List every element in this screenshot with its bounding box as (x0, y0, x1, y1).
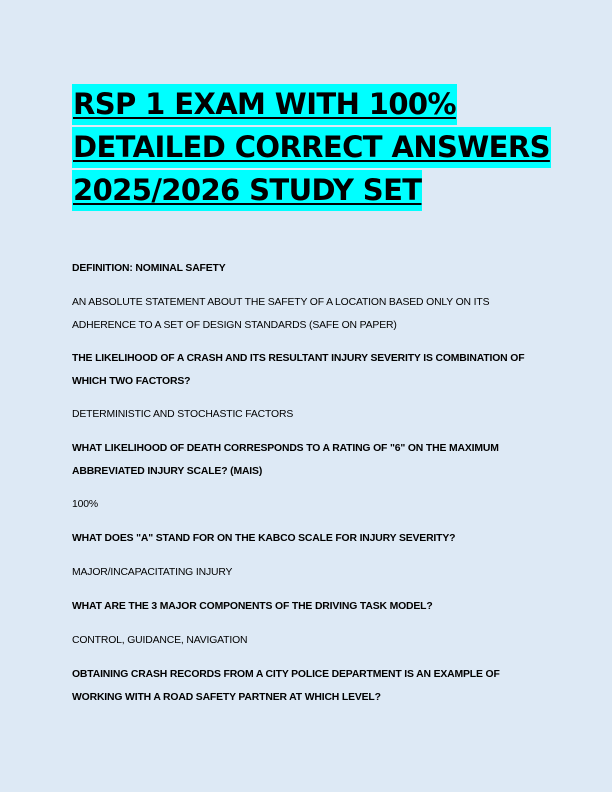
answer-text: 100% (72, 499, 98, 510)
answer-text: AN ABSOLUTE STATEMENT ABOUT THE SAFETY OF A LOCATION BASED ONLY ON ITS ADHERENCE TO A SET OF DESIGN STANDARDS (SAFE ON PAPER) (72, 297, 490, 331)
question-text: WHAT DOES "A" STAND FOR ON THE KABCO SCALE FOR INJURY SEVERITY? (72, 533, 456, 544)
title-line: DETAILED CORRECT ANSWERS (72, 127, 551, 168)
question-text: WHAT ARE THE 3 MAJOR COMPONENTS OF THE DRIVING TASK MODEL? (72, 601, 433, 612)
title-line: RSP 1 EXAM WITH 100% (72, 84, 457, 125)
title-line: 2025/2026 STUDY SET (72, 170, 422, 211)
question-text: OBTAINING CRASH RECORDS FROM A CITY POLICE DEPARTMENT IS AN EXAMPLE OF WORKING WITH A ROAD SAFETY PARTNER AT WHICH LEVEL? (72, 669, 500, 703)
answer-text: DETERMINISTIC AND STOCHASTIC FACTORS (72, 409, 294, 420)
question-text: DEFINITION: NOMINAL SAFETY (72, 263, 226, 274)
question-text: THE LIKELIHOOD OF A CRASH AND ITS RESULTANT INJURY SEVERITY IS COMBINATION OF WHICH TWO FACTORS? (72, 353, 525, 387)
answer-text: MAJOR/INCAPACITATING INJURY (72, 567, 233, 578)
answer-text: CONTROL, GUIDANCE, NAVIGATION (72, 635, 248, 646)
question-text: WHAT LIKELIHOOD OF DEATH CORRESPONDS TO A RATING OF "6" ON THE MAXIMUM ABBREVIATED INJURY SCALE? (MAIS) (72, 443, 499, 477)
document-title (72, 84, 550, 213)
